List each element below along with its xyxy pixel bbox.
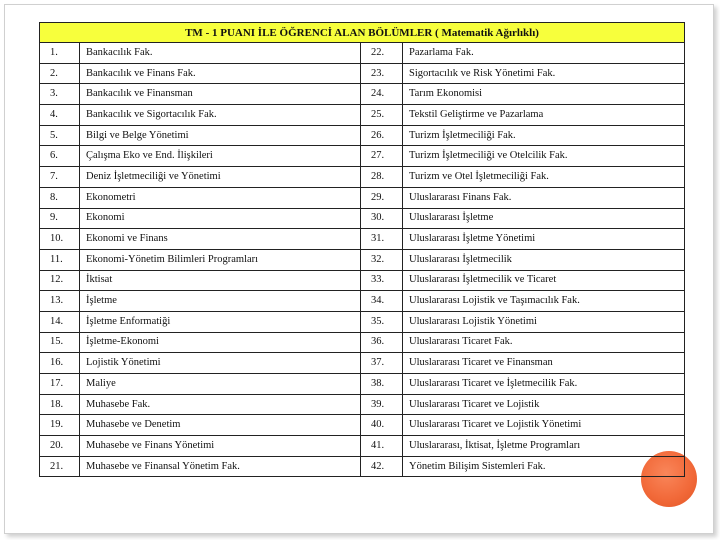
major-name-right: Turizm İşletmeciliği ve Otelcilik Fak. [403,146,685,167]
major-name-left: Ekonomi [80,208,361,229]
major-name-left: Muhasebe Fak. [80,394,361,415]
major-name-right: Yönetim Bilişim Sistemleri Fak. [403,456,685,477]
row-number-right: 36. [361,332,403,353]
table-row [40,291,685,312]
table-row [40,43,685,64]
major-name-left: Bankacılık ve Sigortacılık Fak. [80,105,361,126]
row-number-right: 35. [361,311,403,332]
major-name-right: Sigortacılık ve Risk Yönetimi Fak. [403,63,685,84]
major-name-right: Uluslararası İşletmecilik [403,249,685,270]
major-name-left: Çalışma Eko ve End. İlişkileri [80,146,361,167]
table-row [40,394,685,415]
table-row [40,332,685,353]
row-number-left: 10. [40,229,80,250]
table-row [40,167,685,188]
row-number-left: 18. [40,394,80,415]
row-number-right: 39. [361,394,403,415]
major-name-right: Uluslararası Ticaret ve Finansman [403,353,685,374]
table-row [40,125,685,146]
major-name-right: Uluslararası Ticaret Fak. [403,332,685,353]
table-row [40,105,685,126]
row-number-left: 2. [40,63,80,84]
row-number-left: 13. [40,291,80,312]
row-number-right: 23. [361,63,403,84]
row-number-left: 3. [40,84,80,105]
row-number-right: 22. [361,43,403,64]
major-name-right: Pazarlama Fak. [403,43,685,64]
table-row [40,456,685,477]
major-name-left: Muhasebe ve Denetim [80,415,361,436]
major-name-right: Turizm İşletmeciliği Fak. [403,125,685,146]
major-name-right: Uluslararası Ticaret ve Lojistik Yönetimi [403,415,685,436]
table-row [40,84,685,105]
row-number-right: 41. [361,436,403,457]
major-name-left: Muhasebe ve Finansal Yönetim Fak. [80,456,361,477]
major-name-left: Bankacılık ve Finans Fak. [80,63,361,84]
row-number-right: 27. [361,146,403,167]
table-row [40,208,685,229]
table-body [40,43,685,477]
major-name-right: Tarım Ekonomisi [403,84,685,105]
table-row [40,311,685,332]
table-title: TM - 1 PUANI İLE ÖĞRENCİ ALAN BÖLÜMLER ( Matematik Ağırlıklı) [40,23,685,43]
row-number-right: 24. [361,84,403,105]
major-name-left: İşletme Enformatiği [80,311,361,332]
row-number-right: 33. [361,270,403,291]
table-row [40,353,685,374]
major-name-right: Uluslararası, İktisat, İşletme Programları [403,436,685,457]
major-name-right: Uluslararası İşletme [403,208,685,229]
major-name-right: Uluslararası Lojistik ve Taşımacılık Fak. [403,291,685,312]
major-name-right: Uluslararası İşletme Yönetimi [403,229,685,250]
majors-table [39,22,685,477]
table-row [40,146,685,167]
table-row [40,249,685,270]
row-number-right: 37. [361,353,403,374]
row-number-left: 21. [40,456,80,477]
row-number-left: 19. [40,415,80,436]
table-row [40,229,685,250]
row-number-left: 14. [40,311,80,332]
row-number-left: 6. [40,146,80,167]
row-number-right: 25. [361,105,403,126]
row-number-left: 16. [40,353,80,374]
table-title-row [40,23,685,43]
row-number-right: 31. [361,229,403,250]
major-name-left: Ekonomi-Yönetim Bilimleri Programları [80,249,361,270]
major-name-right: Uluslararası Ticaret ve Lojistik [403,394,685,415]
row-number-left: 20. [40,436,80,457]
row-number-left: 17. [40,374,80,395]
major-name-left: Deniz İşletmeciliği ve Yönetimi [80,167,361,188]
table-row [40,63,685,84]
row-number-left: 7. [40,167,80,188]
row-number-left: 12. [40,270,80,291]
major-name-right: Uluslararası Finans Fak. [403,187,685,208]
row-number-right: 42. [361,456,403,477]
table-row [40,415,685,436]
major-name-right: Tekstil Geliştirme ve Pazarlama [403,105,685,126]
major-name-left: Ekonometri [80,187,361,208]
table-row [40,270,685,291]
row-number-right: 28. [361,167,403,188]
major-name-left: İşletme-Ekonomi [80,332,361,353]
row-number-left: 11. [40,249,80,270]
row-number-left: 4. [40,105,80,126]
major-name-left: Muhasebe ve Finans Yönetimi [80,436,361,457]
major-name-right: Uluslararası İşletmecilik ve Ticaret [403,270,685,291]
major-name-left: Ekonomi ve Finans [80,229,361,250]
row-number-left: 9. [40,208,80,229]
major-name-left: İşletme [80,291,361,312]
row-number-right: 34. [361,291,403,312]
row-number-left: 5. [40,125,80,146]
row-number-right: 38. [361,374,403,395]
major-name-left: Bankacılık ve Finansman [80,84,361,105]
row-number-right: 30. [361,208,403,229]
major-name-left: Maliye [80,374,361,395]
table-row [40,374,685,395]
major-name-right: Uluslararası Lojistik Yönetimi [403,311,685,332]
major-name-left: Lojistik Yönetimi [80,353,361,374]
major-name-left: İktisat [80,270,361,291]
row-number-left: 1. [40,43,80,64]
row-number-right: 29. [361,187,403,208]
row-number-left: 8. [40,187,80,208]
row-number-left: 15. [40,332,80,353]
row-number-right: 32. [361,249,403,270]
major-name-left: Bankacılık Fak. [80,43,361,64]
row-number-right: 40. [361,415,403,436]
major-name-right: Turizm ve Otel İşletmeciliği Fak. [403,167,685,188]
table-row [40,436,685,457]
row-number-right: 26. [361,125,403,146]
major-name-right: Uluslararası Ticaret ve İşletmecilik Fak. [403,374,685,395]
table-row [40,187,685,208]
major-name-left: Bilgi ve Belge Yönetimi [80,125,361,146]
